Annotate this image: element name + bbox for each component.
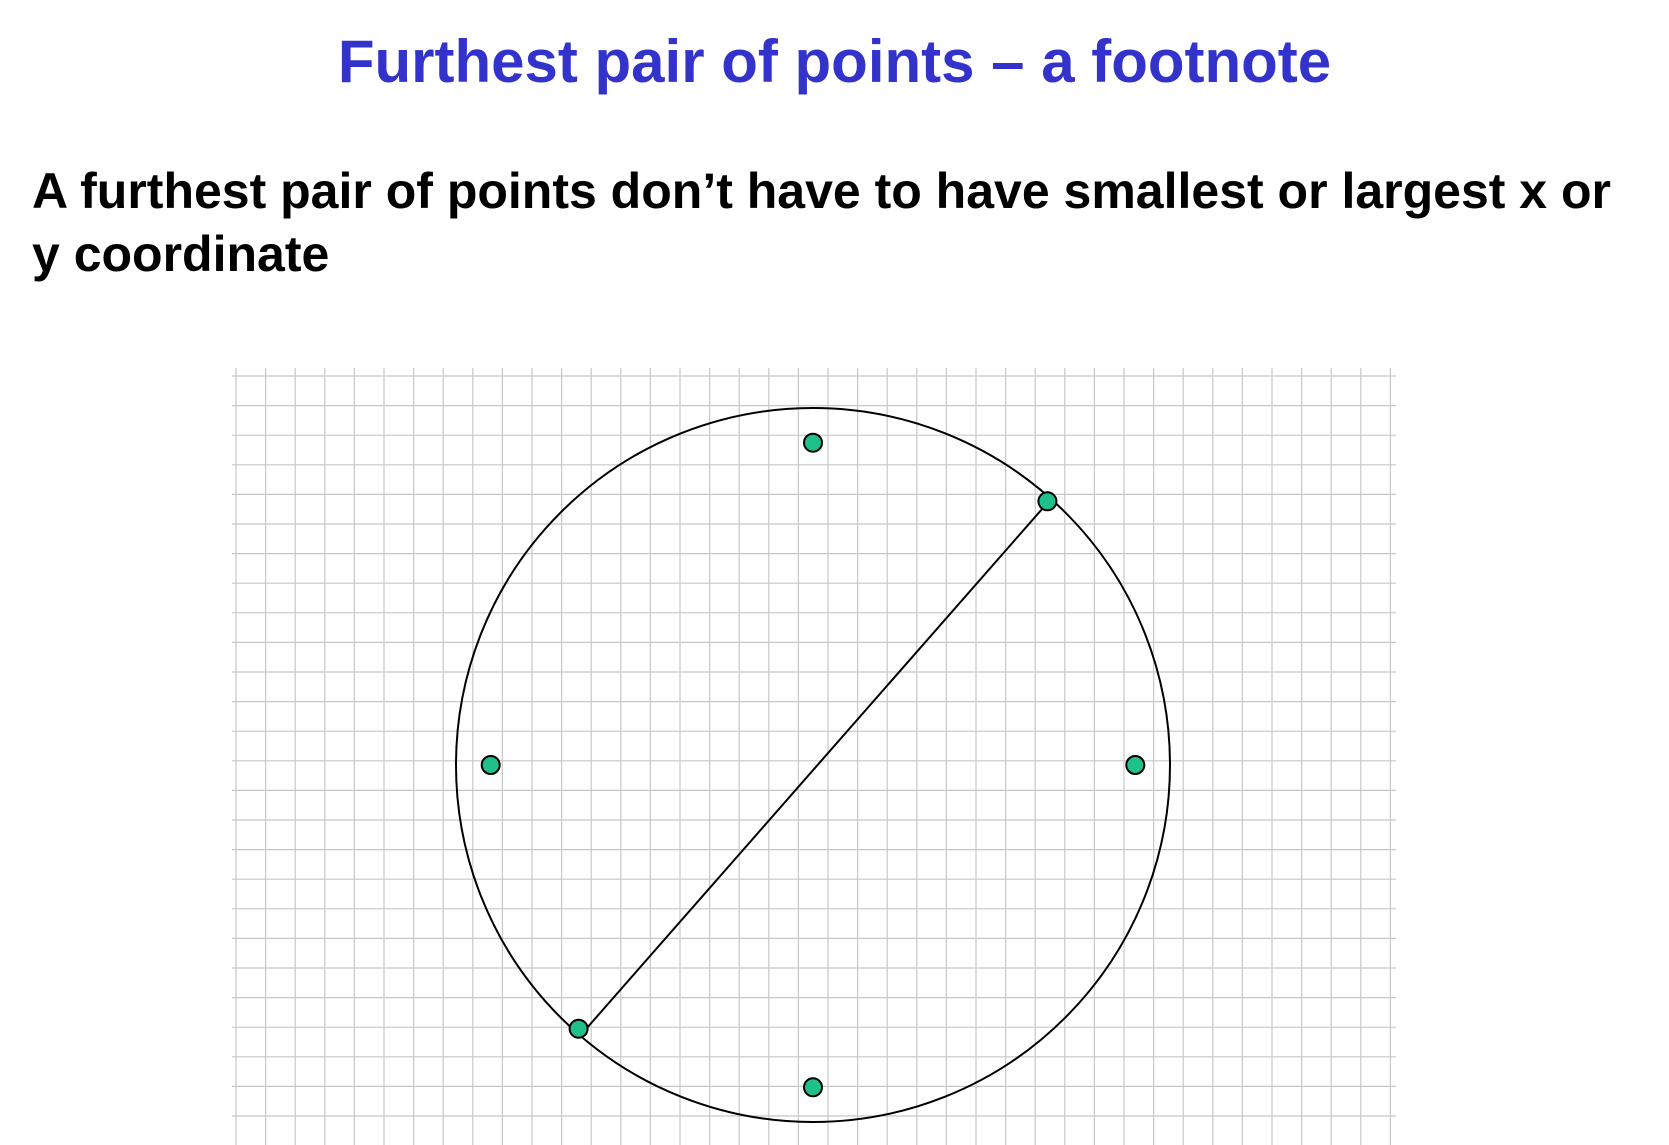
diameter-segment <box>579 500 1050 1037</box>
slide-title: Furthest pair of points – a footnote <box>337 28 1332 95</box>
point-top <box>804 434 822 452</box>
enclosing-circle <box>456 408 1170 1122</box>
point-right <box>1126 756 1144 774</box>
point-left <box>482 756 500 774</box>
grid-paper <box>232 368 1396 1145</box>
point-bottom <box>804 1078 822 1096</box>
point-upper-right <box>1038 492 1056 510</box>
point-lower-left <box>570 1020 588 1038</box>
points-group <box>482 434 1145 1097</box>
body-text: A furthest pair of points don’t have to have smallest or largest x or y coordinate <box>32 163 1612 282</box>
